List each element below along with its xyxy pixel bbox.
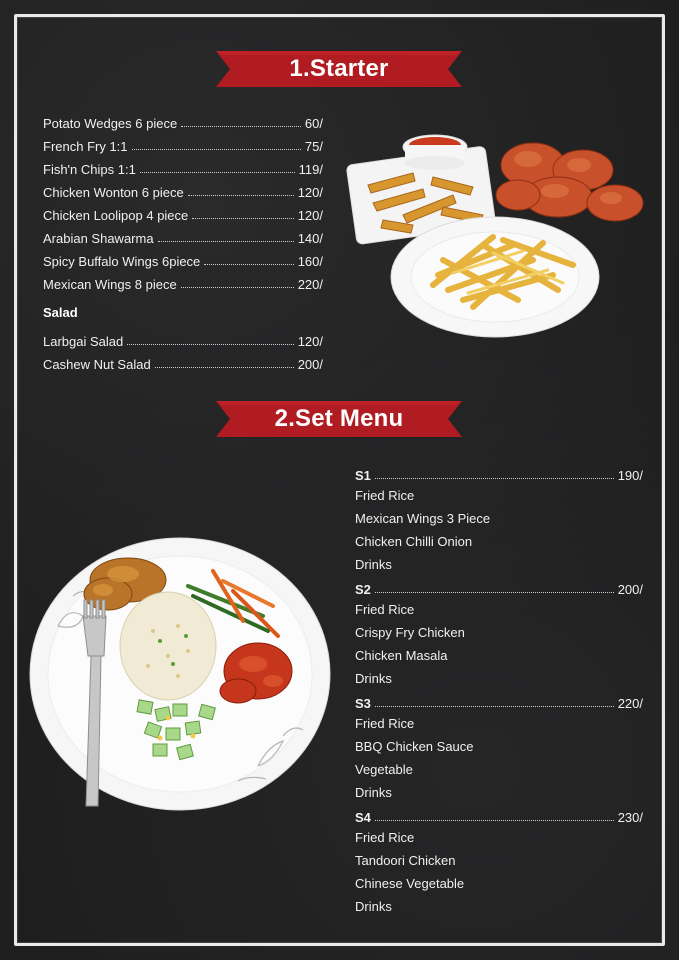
item-name: Spicy Buffalo Wings 6piece [43,254,201,269]
set-line: Chicken Masala [355,648,448,663]
item-price: 200/ [297,357,323,372]
item-price: 120/ [297,334,323,349]
set-menu-food-photo [28,536,332,814]
menu-item [43,329,323,349]
set-line: Crispy Fry Chicken [355,625,465,640]
item-price: 140/ [297,231,323,246]
set-header-row [355,805,643,825]
menu-item [43,111,323,131]
set-line: Fried Rice [355,830,415,845]
dot-leader [375,820,614,821]
set-line: Chicken Chilli Onion [355,534,473,549]
item-name: Larbgai Salad [43,334,124,349]
dot-leader [181,287,294,288]
starter-food-photo [343,125,648,340]
set-line: Mexican Wings 3 Piece [355,511,491,526]
item-name: Fish'n Chips 1:1 [43,162,136,177]
set-menu-banner [216,401,462,437]
item-name: Chicken Loolipop 4 piece [43,208,189,223]
set-header-row [355,463,643,483]
set-line: Fried Rice [355,488,415,503]
set-line: Drinks [355,557,392,572]
set-code: S3 [355,696,371,711]
set-price: 190/ [617,468,643,483]
starter-banner [216,51,462,87]
item-price: 119/ [298,162,323,177]
dot-leader [158,241,294,242]
item-price: 75/ [304,139,323,154]
dot-leader [155,367,294,368]
dot-leader [375,478,614,479]
dot-leader [188,195,294,196]
menu-item [43,157,323,177]
set-line: Tandoori Chicken [355,853,456,868]
item-price: 160/ [297,254,323,269]
item-name: Chicken Wonton 6 piece [43,185,184,200]
menu-item [43,226,323,246]
starter-title: 1.Starter [289,55,389,82]
menu-item [43,352,323,372]
set-line: Drinks [355,899,392,914]
menu-item [43,249,323,269]
dot-leader [132,149,301,150]
set-line: Fried Rice [355,716,415,731]
salad-heading: Salad [43,305,78,320]
dot-leader [127,344,293,345]
set-header-row [355,691,643,711]
set-line: BBQ Chicken Sauce [355,739,474,754]
menu-item [43,203,323,223]
dot-leader [140,172,295,173]
dot-leader [375,706,614,707]
dot-leader [375,592,614,593]
dot-leader [192,218,293,219]
set-price: 230/ [617,810,643,825]
menu-item [43,134,323,154]
set-line: Fried Rice [355,602,415,617]
set-line: Drinks [355,671,392,686]
menu-item [43,272,323,292]
menu-item [43,180,323,200]
item-name: Potato Wedges 6 piece [43,116,178,131]
item-price: 220/ [297,277,323,292]
dot-leader [181,126,301,127]
item-price: 120/ [297,208,323,223]
set-price: 220/ [617,696,643,711]
set-line: Vegetable [355,762,413,777]
set-line: Chinese Vegetable [355,876,465,891]
dot-leader [204,264,293,265]
item-price: 120/ [297,185,323,200]
set-price: 200/ [617,582,643,597]
item-name: Mexican Wings 8 piece [43,277,177,292]
item-name: Arabian Shawarma [43,231,154,246]
item-price: 60/ [304,116,323,131]
set-code: S4 [355,810,371,825]
item-name: Cashew Nut Salad [43,357,151,372]
item-name: French Fry 1:1 [43,139,128,154]
set-header-row [355,577,643,597]
set-line: Drinks [355,785,392,800]
set-code: S1 [355,468,371,483]
set-menu-title: 2.Set Menu [274,405,404,432]
set-code: S2 [355,582,371,597]
